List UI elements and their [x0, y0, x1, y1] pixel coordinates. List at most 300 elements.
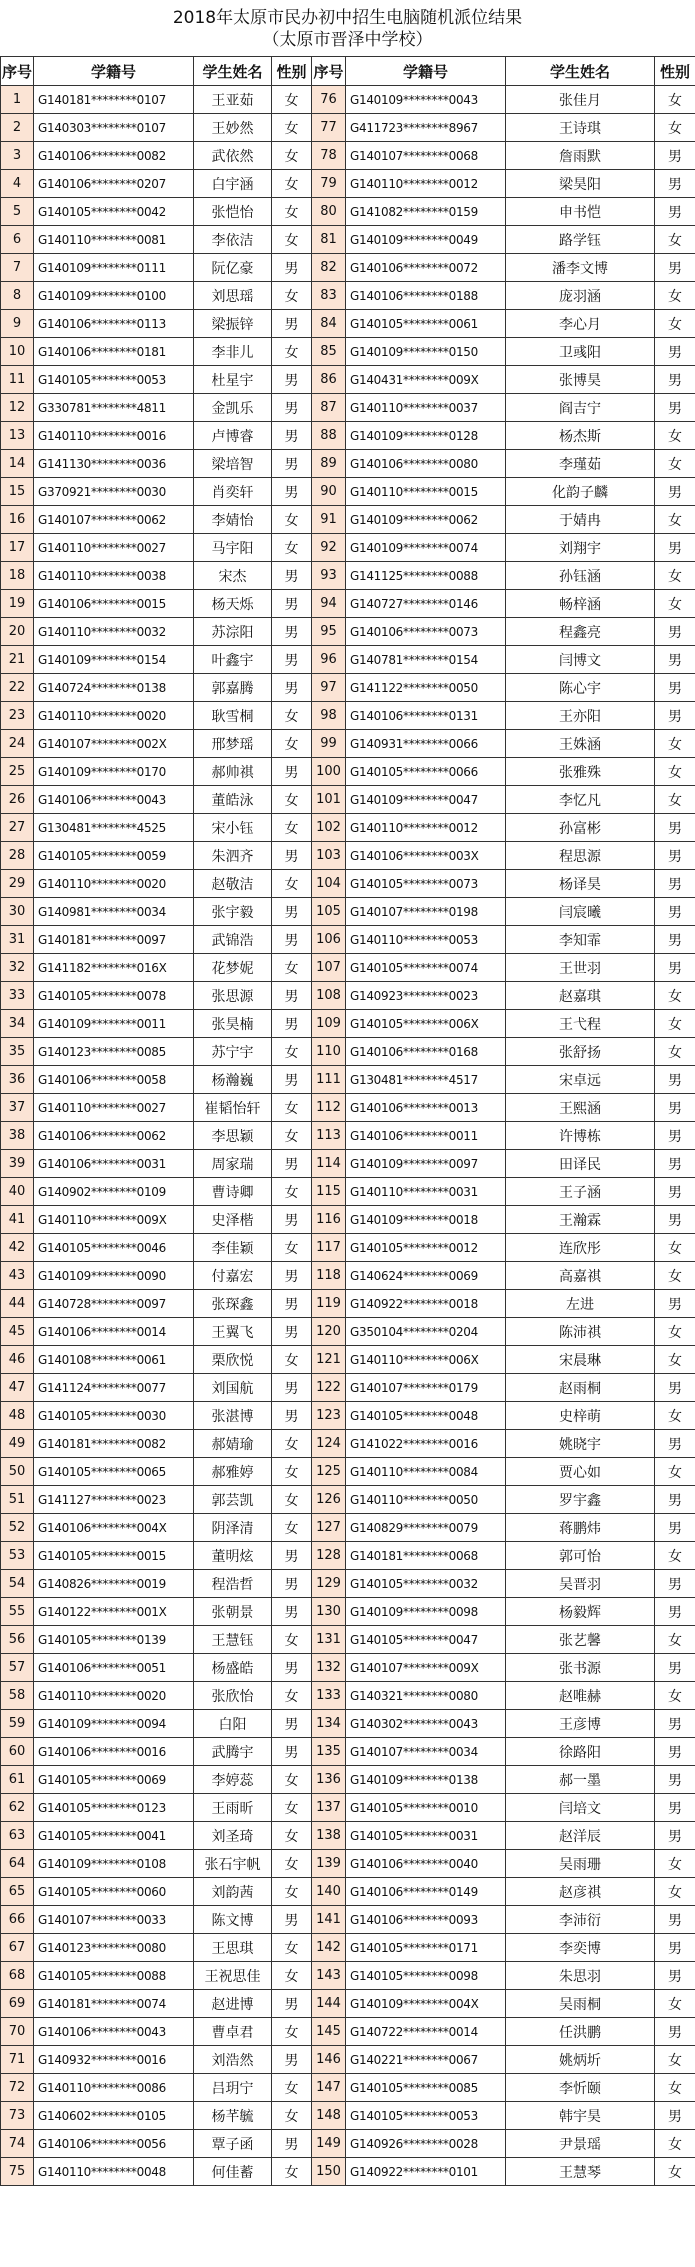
- table-row: [1, 842, 695, 870]
- gender: 女: [655, 226, 695, 254]
- student-id: G140109********0047: [346, 786, 506, 814]
- student-id: G140105********0031: [346, 1822, 506, 1850]
- student-name: 高嘉祺: [506, 1262, 655, 1290]
- row-index: 12: [1, 394, 34, 422]
- gender: 女: [272, 142, 312, 170]
- student-name: 杨译昊: [506, 870, 655, 898]
- row-index: 132: [312, 1654, 346, 1682]
- gender: 女: [272, 2102, 312, 2130]
- student-name: 叶鑫宇: [194, 646, 272, 674]
- student-name: 张佳月: [506, 86, 655, 114]
- row-index: 120: [312, 1318, 346, 1346]
- table-row: [1, 114, 695, 142]
- student-name: 李知霏: [506, 926, 655, 954]
- row-index: 33: [1, 982, 34, 1010]
- student-id: G411723********8967: [346, 114, 506, 142]
- student-id: G140110********0012: [346, 814, 506, 842]
- gender: 男: [272, 1262, 312, 1290]
- student-id: G140109********0097: [346, 1150, 506, 1178]
- student-id: G140123********0085: [34, 1038, 194, 1066]
- gender: 男: [655, 2018, 695, 2046]
- student-name: 曹诗卿: [194, 1178, 272, 1206]
- table-row: [1, 2158, 695, 2186]
- student-name: 耿雪桐: [194, 702, 272, 730]
- gender: 男: [272, 1990, 312, 2018]
- table-row: [1, 170, 695, 198]
- gender: 女: [272, 534, 312, 562]
- student-id: G140105********0010: [346, 1794, 506, 1822]
- row-index: 144: [312, 1990, 346, 2018]
- gender: 男: [655, 674, 695, 702]
- student-name: 马宇阳: [194, 534, 272, 562]
- student-id: G140109********0150: [346, 338, 506, 366]
- gender: 女: [272, 282, 312, 310]
- gender: 女: [272, 1850, 312, 1878]
- row-index: 103: [312, 842, 346, 870]
- student-name: 杨瀚巍: [194, 1066, 272, 1094]
- student-name: 赵进博: [194, 1990, 272, 2018]
- student-name: 左进: [506, 1290, 655, 1318]
- table-row: [1, 1934, 695, 1962]
- student-id: G140105********0041: [34, 1822, 194, 1850]
- student-id: G140123********0080: [34, 1934, 194, 1962]
- gender: 女: [655, 1234, 695, 1262]
- student-name: 张舒扬: [506, 1038, 655, 1066]
- table-row: [1, 1962, 695, 1990]
- student-name: 畅梓涵: [506, 590, 655, 618]
- student-name: 王世羽: [506, 954, 655, 982]
- table-row: [1, 870, 695, 898]
- row-index: 89: [312, 450, 346, 478]
- row-index: 70: [1, 2018, 34, 2046]
- gender: 男: [655, 1962, 695, 1990]
- student-name: 张艺馨: [506, 1626, 655, 1654]
- title-line-2: （太原市晋泽中学校）: [262, 30, 433, 50]
- student-id: G140110********0015: [346, 478, 506, 506]
- student-id: G140105********0030: [34, 1402, 194, 1430]
- gender: 女: [655, 590, 695, 618]
- table-row: [1, 310, 695, 338]
- student-name: 李瑾茹: [506, 450, 655, 478]
- row-index: 65: [1, 1878, 34, 1906]
- student-id: G140109********0170: [34, 758, 194, 786]
- gender: 女: [272, 226, 312, 254]
- student-id: G140110********0016: [34, 422, 194, 450]
- table-row: [1, 702, 695, 730]
- gender: 女: [272, 954, 312, 982]
- row-index: 1: [1, 86, 34, 114]
- row-index: 119: [312, 1290, 346, 1318]
- row-index: 86: [312, 366, 346, 394]
- student-id: G140106********0080: [346, 450, 506, 478]
- row-index: 52: [1, 1514, 34, 1542]
- gender: 男: [655, 394, 695, 422]
- student-id: G141124********0077: [34, 1374, 194, 1402]
- student-name: 花梦妮: [194, 954, 272, 982]
- table-row: [1, 1066, 695, 1094]
- student-id: G140781********0154: [346, 646, 506, 674]
- gender: 女: [655, 1458, 695, 1486]
- gender: 女: [655, 2158, 695, 2186]
- student-name: 张欣怡: [194, 1682, 272, 1710]
- student-name: 卫彧阳: [506, 338, 655, 366]
- student-id: G140105********0061: [346, 310, 506, 338]
- gender: 女: [272, 1458, 312, 1486]
- row-index: 46: [1, 1346, 34, 1374]
- student-id: G140105********0139: [34, 1626, 194, 1654]
- table-row: [1, 1290, 695, 1318]
- student-id: G140107********0033: [34, 1906, 194, 1934]
- student-name: 王思琪: [194, 1934, 272, 1962]
- student-id: G140110********006X: [346, 1346, 506, 1374]
- student-name: 郝婧瑜: [194, 1430, 272, 1458]
- gender: 男: [272, 1066, 312, 1094]
- row-index: 135: [312, 1738, 346, 1766]
- student-name: 张湛博: [194, 1402, 272, 1430]
- student-id: G140303********0107: [34, 114, 194, 142]
- student-id: G140110********0031: [346, 1178, 506, 1206]
- gender: 女: [655, 282, 695, 310]
- student-id: G140110********0081: [34, 226, 194, 254]
- table-row: [1, 1626, 695, 1654]
- row-index: 4: [1, 170, 34, 198]
- header-index: 序号: [1, 57, 34, 86]
- row-index: 145: [312, 2018, 346, 2046]
- student-name: 刘浩然: [194, 2046, 272, 2074]
- gender: 男: [272, 618, 312, 646]
- student-id: G140105********0098: [346, 1962, 506, 1990]
- header-gender: 性别: [655, 57, 695, 86]
- student-id: G140122********001X: [34, 1598, 194, 1626]
- row-index: 6: [1, 226, 34, 254]
- gender: 女: [655, 422, 695, 450]
- student-name: 詹雨默: [506, 142, 655, 170]
- table-row: [1, 1598, 695, 1626]
- student-id: G140110********0012: [346, 170, 506, 198]
- row-index: 68: [1, 1962, 34, 1990]
- student-id: G140981********0034: [34, 898, 194, 926]
- row-index: 50: [1, 1458, 34, 1486]
- row-index: 131: [312, 1626, 346, 1654]
- table-row: [1, 1038, 695, 1066]
- student-name: 白阳: [194, 1710, 272, 1738]
- student-id: G370921********0030: [34, 478, 194, 506]
- student-id: G140181********0107: [34, 86, 194, 114]
- row-index: 61: [1, 1766, 34, 1794]
- gender: 女: [272, 1794, 312, 1822]
- student-id: G140107********0179: [346, 1374, 506, 1402]
- student-id: G140105********0053: [34, 366, 194, 394]
- student-id: G330781********4811: [34, 394, 194, 422]
- gender: 男: [655, 1654, 695, 1682]
- table-row: [1, 1710, 695, 1738]
- gender: 男: [655, 1794, 695, 1822]
- student-name: 朱思羽: [506, 1962, 655, 1990]
- row-index: 23: [1, 702, 34, 730]
- row-index: 143: [312, 1962, 346, 1990]
- row-index: 115: [312, 1178, 346, 1206]
- gender: 男: [272, 1570, 312, 1598]
- row-index: 54: [1, 1570, 34, 1598]
- row-index: 124: [312, 1430, 346, 1458]
- row-index: 56: [1, 1626, 34, 1654]
- student-name: 郭芸凯: [194, 1486, 272, 1514]
- student-name: 宋晨琳: [506, 1346, 655, 1374]
- student-name: 何佳蓄: [194, 2158, 272, 2186]
- gender: 男: [272, 1738, 312, 1766]
- student-id: G140105********0060: [34, 1878, 194, 1906]
- student-name: 栗欣悦: [194, 1346, 272, 1374]
- row-index: 31: [1, 926, 34, 954]
- gender: 女: [655, 1542, 695, 1570]
- student-name: 姚晓宇: [506, 1430, 655, 1458]
- row-index: 16: [1, 506, 34, 534]
- row-index: 126: [312, 1486, 346, 1514]
- student-id: G140110********0084: [346, 1458, 506, 1486]
- student-id: G140181********0074: [34, 1990, 194, 2018]
- gender: 男: [655, 170, 695, 198]
- table-row: [1, 2074, 695, 2102]
- table-row: [1, 142, 695, 170]
- gender: 男: [655, 702, 695, 730]
- student-name: 杨天烁: [194, 590, 272, 618]
- row-index: 30: [1, 898, 34, 926]
- student-name: 王亦阳: [506, 702, 655, 730]
- row-index: 108: [312, 982, 346, 1010]
- row-index: 43: [1, 1262, 34, 1290]
- table-row: [1, 1822, 695, 1850]
- row-index: 110: [312, 1038, 346, 1066]
- table-row: [1, 1402, 695, 1430]
- student-id: G140724********0138: [34, 674, 194, 702]
- table-row: [1, 1430, 695, 1458]
- student-id: G140109********0100: [34, 282, 194, 310]
- row-index: 91: [312, 506, 346, 534]
- table-row: [1, 1682, 695, 1710]
- gender: 女: [655, 1038, 695, 1066]
- table-row: [1, 2018, 695, 2046]
- gender: 男: [655, 142, 695, 170]
- gender: 女: [272, 730, 312, 758]
- student-id: G140181********0068: [346, 1542, 506, 1570]
- row-index: 25: [1, 758, 34, 786]
- student-name: 陈心宇: [506, 674, 655, 702]
- student-name: 蒋鹏炜: [506, 1514, 655, 1542]
- table-row: [1, 1010, 695, 1038]
- student-name: 梁昊阳: [506, 170, 655, 198]
- table-row: [1, 1514, 695, 1542]
- row-index: 104: [312, 870, 346, 898]
- student-name: 罗宇鑫: [506, 1486, 655, 1514]
- student-id: G140110********0086: [34, 2074, 194, 2102]
- student-name: 闫培文: [506, 1794, 655, 1822]
- row-index: 122: [312, 1374, 346, 1402]
- row-index: 29: [1, 870, 34, 898]
- row-index: 111: [312, 1066, 346, 1094]
- gender: 女: [272, 114, 312, 142]
- gender: 女: [272, 1934, 312, 1962]
- row-index: 64: [1, 1850, 34, 1878]
- student-name: 赵敬洁: [194, 870, 272, 898]
- gender: 男: [655, 646, 695, 674]
- row-index: 84: [312, 310, 346, 338]
- row-index: 14: [1, 450, 34, 478]
- row-index: 137: [312, 1794, 346, 1822]
- student-id: G140105********0085: [346, 2074, 506, 2102]
- row-index: 51: [1, 1486, 34, 1514]
- results-table: [0, 56, 695, 2186]
- student-name: 连欣彤: [506, 1234, 655, 1262]
- student-id: G140108********0061: [34, 1346, 194, 1374]
- row-index: 125: [312, 1458, 346, 1486]
- gender: 男: [655, 1486, 695, 1514]
- student-name: 路学钰: [506, 226, 655, 254]
- gender: 男: [272, 366, 312, 394]
- row-index: 83: [312, 282, 346, 310]
- gender: 男: [655, 1710, 695, 1738]
- student-id: G140106********0011: [346, 1122, 506, 1150]
- student-name: 董明炫: [194, 1542, 272, 1570]
- student-name: 化韵子麟: [506, 478, 655, 506]
- gender: 女: [272, 86, 312, 114]
- table-row: [1, 86, 695, 114]
- row-index: 15: [1, 478, 34, 506]
- gender: 女: [655, 114, 695, 142]
- table-row: [1, 506, 695, 534]
- table-row: [1, 1906, 695, 1934]
- gender: 女: [655, 1318, 695, 1346]
- student-name: 宋卓远: [506, 1066, 655, 1094]
- gender: 男: [272, 1710, 312, 1738]
- student-name: 付嘉宏: [194, 1262, 272, 1290]
- gender: 男: [655, 338, 695, 366]
- gender: 男: [272, 1010, 312, 1038]
- row-index: 42: [1, 1234, 34, 1262]
- row-index: 49: [1, 1430, 34, 1458]
- gender: 女: [272, 2018, 312, 2046]
- row-index: 40: [1, 1178, 34, 1206]
- row-index: 20: [1, 618, 34, 646]
- student-id: G140321********0080: [346, 1682, 506, 1710]
- student-name: 王弋程: [506, 1010, 655, 1038]
- gender: 男: [272, 2130, 312, 2158]
- student-id: G140431********009X: [346, 366, 506, 394]
- gender: 女: [655, 730, 695, 758]
- row-index: 134: [312, 1710, 346, 1738]
- student-name: 陈沛祺: [506, 1318, 655, 1346]
- table-row: [1, 1458, 695, 1486]
- row-index: 66: [1, 1906, 34, 1934]
- row-index: 8: [1, 282, 34, 310]
- student-id: G140602********0105: [34, 2102, 194, 2130]
- gender: 男: [655, 814, 695, 842]
- header-student-name: 学生姓名: [506, 57, 655, 86]
- student-name: 徐路阳: [506, 1738, 655, 1766]
- table-row: [1, 954, 695, 982]
- table-row: [1, 590, 695, 618]
- student-name: 苏淙阳: [194, 618, 272, 646]
- student-id: G140110********0048: [34, 2158, 194, 2186]
- row-index: 39: [1, 1150, 34, 1178]
- gender: 男: [272, 1150, 312, 1178]
- row-index: 77: [312, 114, 346, 142]
- row-index: 94: [312, 590, 346, 618]
- header-gender: 性别: [272, 57, 312, 86]
- student-id: G140902********0109: [34, 1178, 194, 1206]
- student-id: G140932********0016: [34, 2046, 194, 2074]
- student-name: 潘李文博: [506, 254, 655, 282]
- table-row: [1, 1990, 695, 2018]
- student-name: 梁振锌: [194, 310, 272, 338]
- table-row: [1, 1766, 695, 1794]
- gender: 男: [272, 1206, 312, 1234]
- student-id: G140106********0062: [34, 1122, 194, 1150]
- gender: 男: [655, 1766, 695, 1794]
- row-index: 139: [312, 1850, 346, 1878]
- gender: 男: [655, 870, 695, 898]
- student-id: G140106********0168: [346, 1038, 506, 1066]
- header-index: 序号: [312, 57, 346, 86]
- row-index: 45: [1, 1318, 34, 1346]
- student-id: G140106********0056: [34, 2130, 194, 2158]
- student-id: G140105********0088: [34, 1962, 194, 1990]
- student-id: G140221********0067: [346, 2046, 506, 2074]
- student-name: 王妙然: [194, 114, 272, 142]
- gender: 男: [272, 1402, 312, 1430]
- student-id: G140109********0098: [346, 1598, 506, 1626]
- gender: 男: [655, 1094, 695, 1122]
- table-row: [1, 1346, 695, 1374]
- student-id: G140829********0079: [346, 1514, 506, 1542]
- row-index: 10: [1, 338, 34, 366]
- gender: 女: [272, 1682, 312, 1710]
- gender: 女: [272, 506, 312, 534]
- student-id: G140110********0027: [34, 1094, 194, 1122]
- gender: 女: [272, 1234, 312, 1262]
- row-index: 57: [1, 1654, 34, 1682]
- row-index: 107: [312, 954, 346, 982]
- row-index: 35: [1, 1038, 34, 1066]
- student-name: 杜星宇: [194, 366, 272, 394]
- student-id: G141022********0016: [346, 1430, 506, 1458]
- gender: 男: [272, 1598, 312, 1626]
- student-name: 杨芊毓: [194, 2102, 272, 2130]
- gender: 男: [272, 1654, 312, 1682]
- row-index: 36: [1, 1066, 34, 1094]
- row-index: 18: [1, 562, 34, 590]
- student-name: 闫博文: [506, 646, 655, 674]
- student-name: 刘翔宇: [506, 534, 655, 562]
- student-name: 张朝景: [194, 1598, 272, 1626]
- student-id: G140110********0027: [34, 534, 194, 562]
- table-row: [1, 254, 695, 282]
- student-name: 李沛衍: [506, 1906, 655, 1934]
- row-index: 41: [1, 1206, 34, 1234]
- student-id: G140107********0068: [346, 142, 506, 170]
- row-index: 118: [312, 1262, 346, 1290]
- table-row: [1, 1570, 695, 1598]
- student-id: G140722********0014: [346, 2018, 506, 2046]
- student-id: G140106********0082: [34, 142, 194, 170]
- student-name: 郭可怡: [506, 1542, 655, 1570]
- gender: 男: [272, 1318, 312, 1346]
- student-id: G140106********003X: [346, 842, 506, 870]
- gender: 男: [655, 1906, 695, 1934]
- gender: 女: [655, 1402, 695, 1430]
- row-index: 129: [312, 1570, 346, 1598]
- gender: 男: [272, 926, 312, 954]
- student-name: 程浩哲: [194, 1570, 272, 1598]
